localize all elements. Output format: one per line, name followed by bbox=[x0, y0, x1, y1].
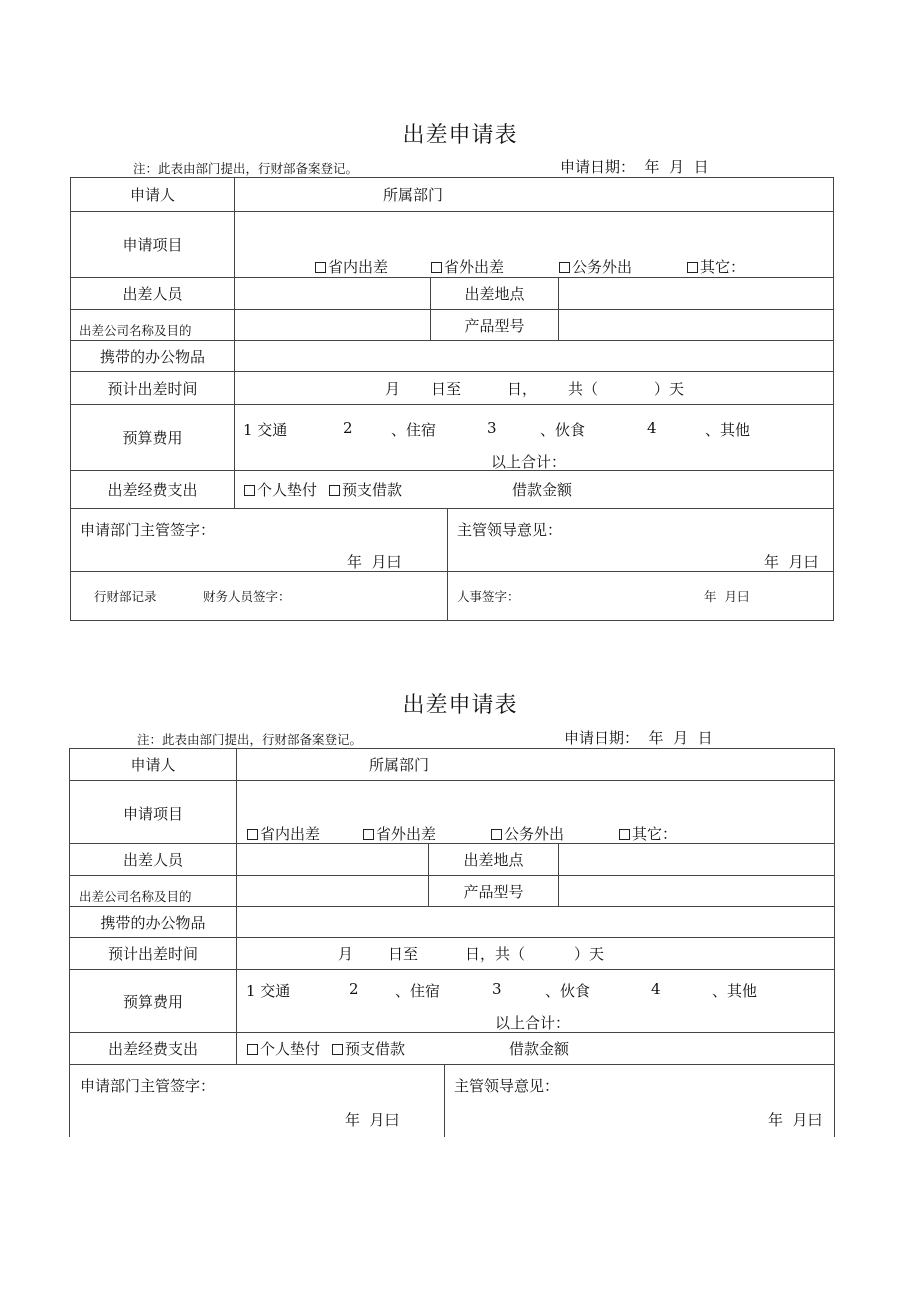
finance-record-label: 行财部记录 bbox=[94, 589, 157, 604]
form-title: 出差申请表 bbox=[402, 693, 518, 718]
hr-cell[interactable] bbox=[448, 572, 834, 620]
dept-sign-label: 申请部门主管签字： bbox=[80, 521, 216, 539]
checkbox-icon bbox=[329, 485, 340, 496]
hr-date: 年 月曰 bbox=[704, 589, 750, 604]
table-row bbox=[71, 572, 834, 621]
budget-label: 预算费用 bbox=[70, 970, 237, 1032]
budget-total: 以上合计： bbox=[495, 1014, 571, 1032]
leader-opinion-date: 年 月曰 bbox=[764, 553, 819, 571]
time-month: 月 bbox=[385, 379, 401, 398]
department-label: 所属部门 bbox=[383, 186, 444, 204]
checkbox-icon bbox=[244, 485, 255, 496]
dept-sign-date: 年 月曰 bbox=[347, 553, 402, 571]
product-label: 产品型号 bbox=[429, 876, 559, 906]
option-out-province[interactable]: 省外出差 bbox=[363, 823, 436, 843]
budget-lodging: 、住宿 bbox=[391, 421, 437, 439]
table-row bbox=[70, 844, 835, 876]
expense-field bbox=[237, 1033, 835, 1064]
table-row bbox=[70, 781, 835, 844]
staff-label: 出差人员 bbox=[70, 844, 237, 875]
department-label: 所属部门 bbox=[369, 756, 430, 774]
table-row bbox=[70, 749, 835, 781]
apply-date: 申请日期： 年 月 日 bbox=[564, 729, 713, 747]
dept-sign-date: 年 月曰 bbox=[345, 1111, 400, 1129]
expense-personal-option[interactable]: 个人垫付 bbox=[244, 479, 317, 500]
location-field[interactable] bbox=[559, 278, 834, 309]
applicant-label: 申请人 bbox=[70, 749, 237, 780]
company-label: 出差公司名称及目的 bbox=[70, 876, 237, 906]
time-field[interactable] bbox=[235, 372, 834, 404]
budget-num: 3 bbox=[492, 980, 502, 998]
dept-sign-cell[interactable] bbox=[71, 509, 448, 571]
budget-lodging: 、住宿 bbox=[395, 982, 441, 1000]
time-day-to: 日至 bbox=[431, 379, 462, 398]
expense-advance-option[interactable]: 预支借款 bbox=[329, 479, 402, 500]
loan-amount-label: 借款金额 bbox=[509, 1040, 570, 1058]
budget-num: 3 bbox=[487, 419, 497, 437]
budget-transport: 1 交通 bbox=[243, 421, 288, 439]
table-row bbox=[71, 212, 834, 278]
checkbox-icon bbox=[619, 829, 630, 840]
supplies-label: 携带的办公物品 bbox=[71, 341, 235, 371]
checkbox-icon bbox=[363, 829, 374, 840]
location-label: 出差地点 bbox=[429, 844, 559, 875]
checkbox-icon bbox=[247, 829, 258, 840]
table-row bbox=[70, 876, 835, 907]
table-row bbox=[71, 341, 834, 372]
budget-meals: 、伙食 bbox=[540, 421, 586, 439]
time-days: ）天 bbox=[574, 945, 605, 963]
dept-sign-cell[interactable] bbox=[70, 1065, 445, 1137]
form-table bbox=[69, 748, 835, 1137]
supplies-field[interactable] bbox=[235, 341, 834, 371]
option-other[interactable]: 其它： bbox=[687, 256, 745, 277]
company-field[interactable] bbox=[237, 876, 429, 906]
leader-opinion-cell[interactable] bbox=[448, 509, 834, 571]
budget-total: 以上合计： bbox=[491, 453, 567, 470]
apply-date: 申请日期： 年 月 日 bbox=[560, 158, 709, 176]
form-note: 注：此表由部门提出，行财部备案登记。 bbox=[137, 732, 363, 747]
checkbox-icon bbox=[332, 1044, 343, 1055]
leader-opinion-label: 主管领导意见： bbox=[454, 1077, 560, 1095]
staff-label: 出差人员 bbox=[71, 278, 235, 309]
dept-sign-label: 申请部门主管签字： bbox=[80, 1077, 216, 1095]
expense-field bbox=[235, 471, 834, 508]
table-row bbox=[71, 310, 834, 341]
table-row bbox=[71, 471, 834, 509]
project-options bbox=[235, 212, 834, 277]
leader-opinion-cell[interactable] bbox=[445, 1065, 835, 1137]
time-day-total: 日，共（ bbox=[465, 945, 526, 963]
table-row bbox=[71, 278, 834, 310]
budget-num: 2 bbox=[349, 980, 359, 998]
expense-label: 出差经费支出 bbox=[70, 1033, 237, 1064]
checkbox-icon bbox=[559, 262, 570, 273]
budget-field[interactable] bbox=[235, 405, 834, 470]
project-options bbox=[237, 781, 835, 843]
expense-personal-option[interactable]: 个人垫付 bbox=[247, 1038, 320, 1059]
product-label: 产品型号 bbox=[431, 310, 559, 340]
applicant-label: 申请人 bbox=[71, 178, 235, 211]
table-row bbox=[70, 938, 835, 970]
time-month: 月 bbox=[338, 945, 354, 963]
expense-advance-option[interactable]: 预支借款 bbox=[332, 1038, 405, 1059]
table-row bbox=[71, 178, 834, 212]
form-title: 出差申请表 bbox=[402, 123, 518, 148]
checkbox-icon bbox=[491, 829, 502, 840]
applicant-field[interactable] bbox=[235, 178, 834, 211]
budget-transport: 1 交通 bbox=[246, 982, 291, 1000]
location-label: 出差地点 bbox=[431, 278, 559, 309]
staff-field[interactable] bbox=[235, 278, 431, 309]
supplies-label: 携带的办公物品 bbox=[70, 907, 237, 937]
budget-num: 2 bbox=[343, 419, 353, 437]
leader-opinion-date: 年 月曰 bbox=[768, 1111, 823, 1129]
time-total: 共（ bbox=[568, 379, 599, 398]
budget-meals: 、伙食 bbox=[545, 982, 591, 1000]
table-row bbox=[70, 1065, 835, 1137]
time-field[interactable] bbox=[237, 938, 835, 969]
budget-field[interactable] bbox=[237, 970, 835, 1032]
hr-sign-label: 人事签字： bbox=[457, 589, 520, 604]
loan-amount-label: 借款金额 bbox=[512, 481, 573, 499]
checkbox-icon bbox=[315, 262, 326, 273]
time-label: 预计出差时间 bbox=[70, 938, 237, 969]
time-day-to: 日至 bbox=[388, 945, 419, 963]
option-out-province[interactable]: 省外出差 bbox=[431, 256, 504, 277]
table-row bbox=[71, 509, 834, 572]
project-label: 申请项目 bbox=[71, 212, 235, 277]
company-label: 出差公司名称及目的 bbox=[71, 310, 235, 340]
product-field[interactable] bbox=[559, 876, 835, 906]
option-in-province[interactable]: 省内出差 bbox=[315, 256, 388, 277]
staff-field[interactable] bbox=[237, 844, 429, 875]
budget-label: 预算费用 bbox=[71, 405, 235, 470]
location-field[interactable] bbox=[559, 844, 835, 875]
project-label: 申请项目 bbox=[70, 781, 237, 843]
product-field[interactable] bbox=[559, 310, 834, 340]
company-field[interactable] bbox=[235, 310, 431, 340]
table-row bbox=[71, 372, 834, 405]
form-table bbox=[70, 177, 834, 621]
time-label: 预计出差时间 bbox=[71, 372, 235, 404]
finance-cell[interactable] bbox=[71, 572, 448, 620]
finance-sign-label: 财务人员签字： bbox=[203, 589, 291, 604]
budget-num: 4 bbox=[647, 419, 657, 437]
table-row bbox=[70, 1033, 835, 1065]
table-row bbox=[70, 907, 835, 938]
checkbox-icon bbox=[247, 1044, 258, 1055]
applicant-field[interactable] bbox=[237, 749, 835, 780]
option-official-trip[interactable]: 公务外出 bbox=[491, 823, 564, 843]
checkbox-icon bbox=[687, 262, 698, 273]
form-note: 注：此表由部门提出，行财部备案登记。 bbox=[133, 161, 359, 176]
time-days: ）天 bbox=[654, 379, 685, 398]
option-in-province[interactable]: 省内出差 bbox=[247, 823, 320, 843]
table-row bbox=[70, 970, 835, 1033]
checkbox-icon bbox=[431, 262, 442, 273]
table-row bbox=[71, 405, 834, 471]
time-day: 日， bbox=[507, 379, 538, 398]
budget-other: 、其他 bbox=[705, 421, 751, 439]
leader-opinion-label: 主管领导意见： bbox=[457, 521, 563, 539]
option-other[interactable]: 其它： bbox=[619, 823, 677, 843]
supplies-field[interactable] bbox=[237, 907, 835, 937]
expense-label: 出差经费支出 bbox=[71, 471, 235, 508]
budget-other: 、其他 bbox=[712, 982, 758, 1000]
option-official-trip[interactable]: 公务外出 bbox=[559, 256, 632, 277]
budget-num: 4 bbox=[651, 980, 661, 998]
